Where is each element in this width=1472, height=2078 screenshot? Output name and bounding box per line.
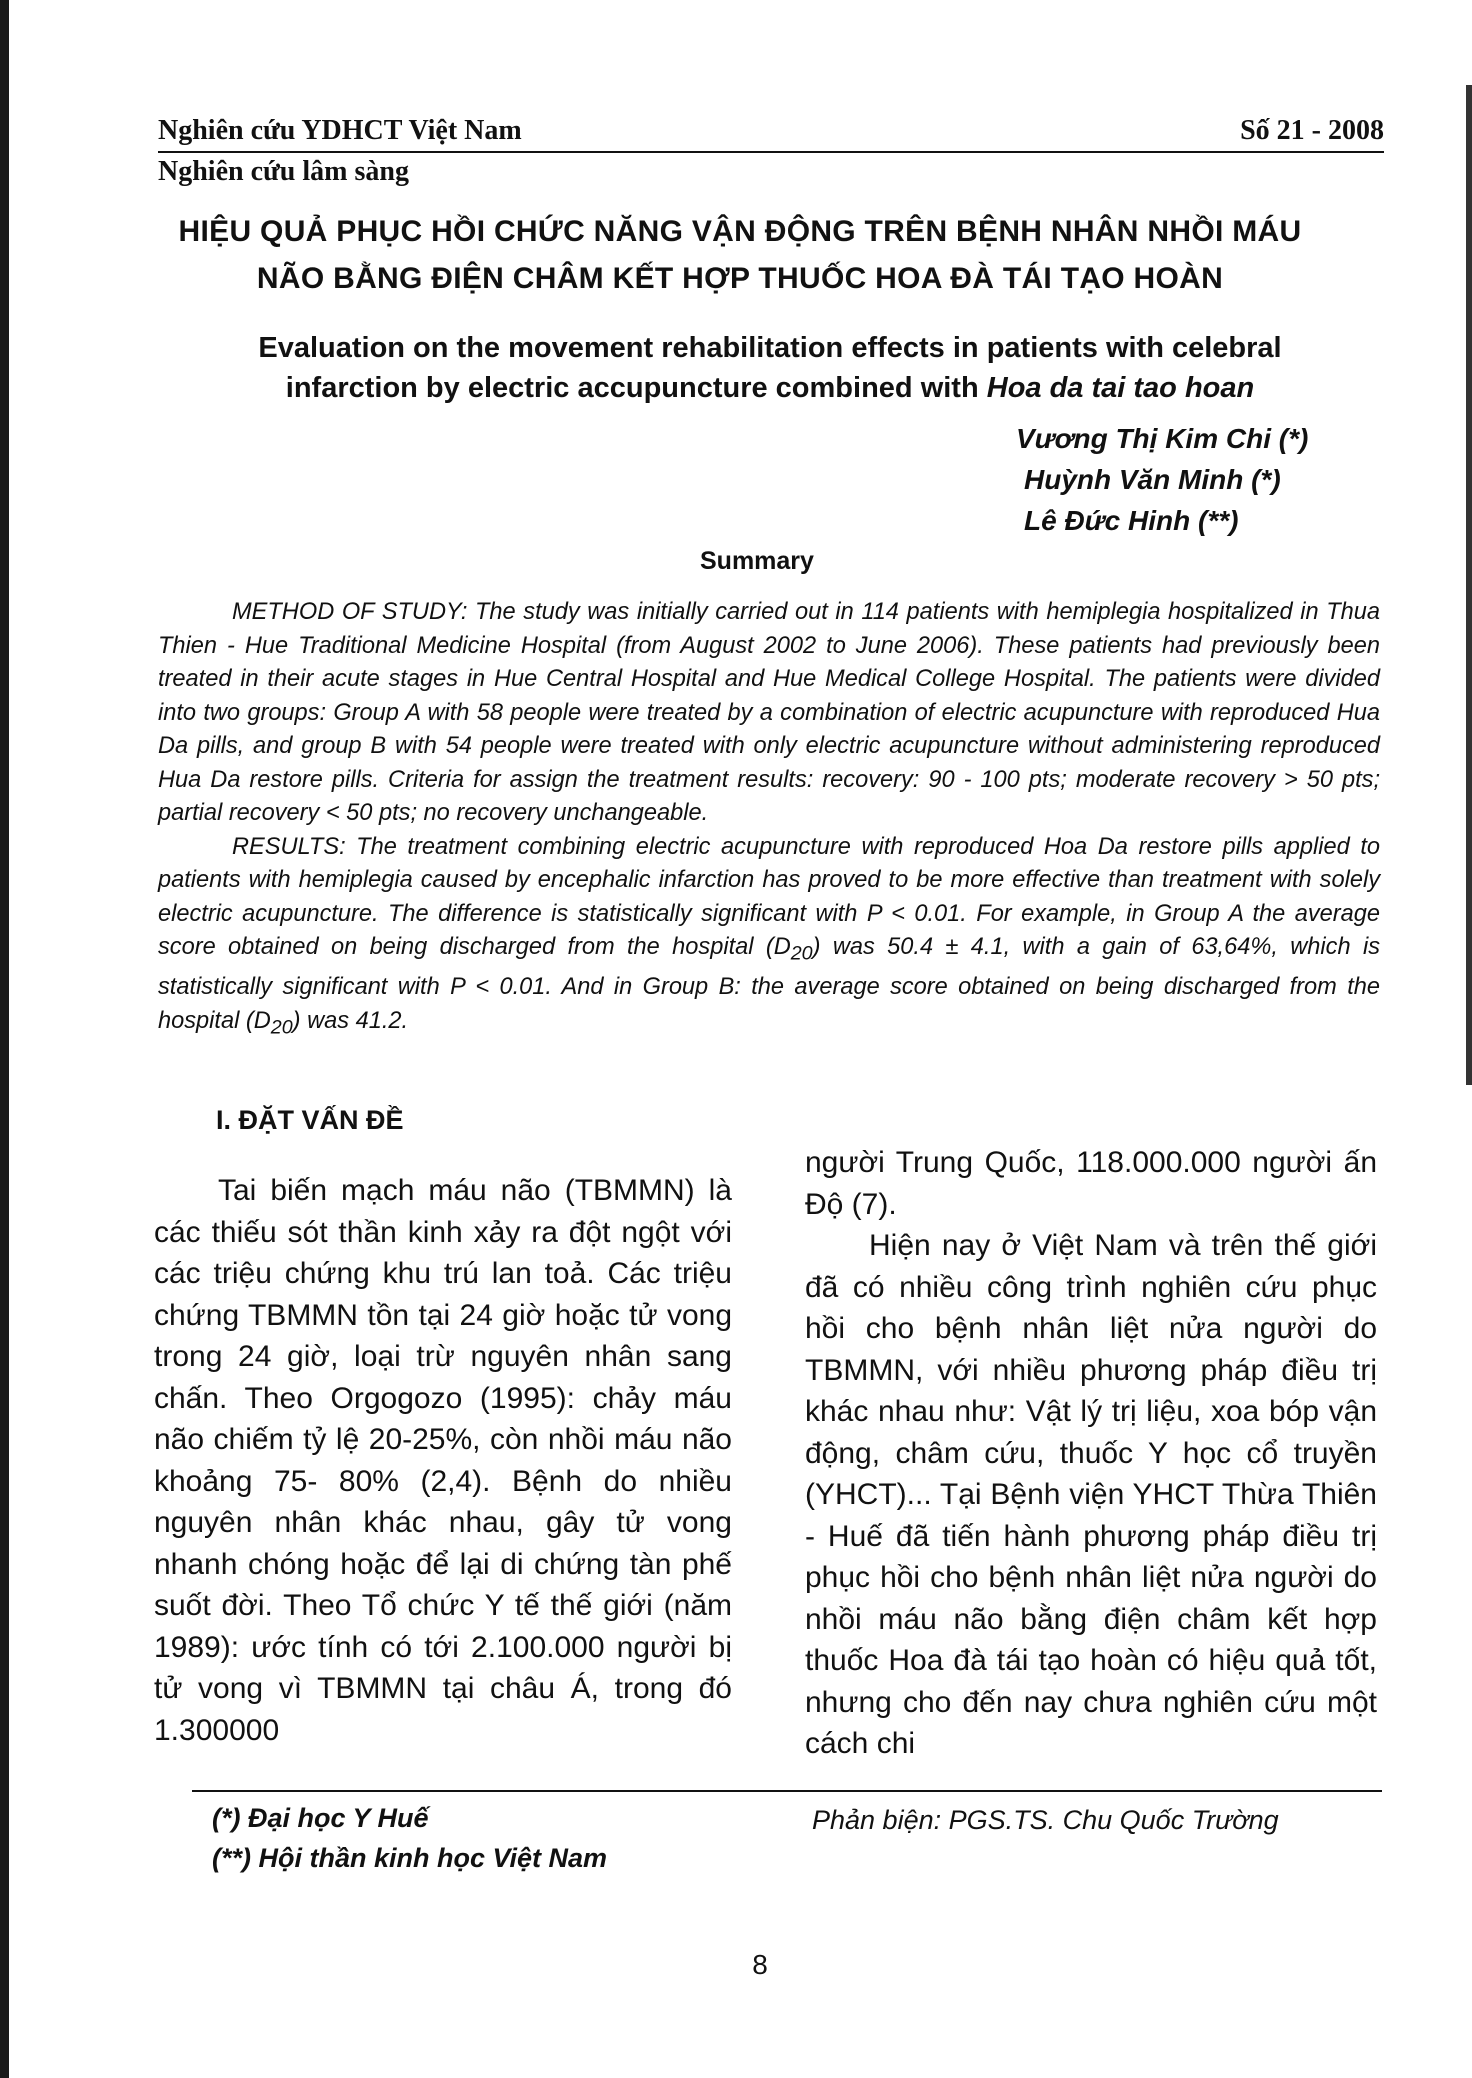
section-heading-introduction: I. ĐẶT VẤN ĐỀ [216, 1105, 404, 1135]
abstract-results-paragraph [158, 831, 1380, 1045]
title-vn-line-2: NÃO BẰNG ĐIỆN CHÂM KẾT HỢP THUỐC HOA ĐÀ TÁI TẠO HOÀN [256, 262, 1224, 295]
abstract-method-paragraph: METHOD OF STUDY: The study was initially carried out in 114 patients with hemiplegia hospitalized in Thua Thien - Hue Traditional Medicine Hospital (from August 2002 to June 2006). These patients had previously been treated in their acute stages in Hue Central Hospital and Hue Medical College Hospital. The patients were divided into two groups: Group A with 58 people were treated by a combination of electric acupuncture with reproduced Hua Da pills, and group B with 54 people were treated with only electric acupuncture without administering reproduced Hua Da restore pills. Criteria for assign the treatment results: recovery: 90 - 100 pts; moderate recovery > 50 pts; partial recovery < 50 pts; no recovery unchangeable. [158, 599, 1380, 826]
results-text-a: RESULTS: The treatment combining electric acupuncture with reproduced Hoa Da restore pills applied to patients with hemiplegia caused by encephalic infarction has proved to be more effective than treatment with solely electric acupuncture. The difference is statistically significant with P < 0.01. For example, in Group A the average score obtained on being discharged from the hospital (D [158, 833, 1380, 960]
author-1: Vương Thị Kim Chi (*) [1016, 423, 1309, 454]
affiliation-footnotes [212, 1798, 607, 1878]
issue-number: Số 21 - 2008 [1240, 115, 1384, 146]
results-subscript-1: 20 [790, 942, 813, 965]
summary-abstract [158, 596, 1380, 1045]
scan-edge-left [0, 0, 9, 2078]
footnote-affiliation-1: (*) Đại học Y Huế [212, 1803, 429, 1833]
footnote-affiliation-2: (**) Hội thần kinh học Việt Nam [212, 1843, 608, 1873]
title-en-line-2-text: infarction by electric accupuncture combined with [285, 372, 987, 404]
author-2: Huỳnh Văn Minh (*) [1024, 464, 1281, 495]
title-en-line-1: Evaluation on the movement rehabilitation effects in patients with celebral [258, 332, 1282, 364]
body-column-left [154, 1170, 732, 1751]
body-column-right [805, 1142, 1377, 1765]
title-en-remedy-name: Hoa da tai tao hoan [986, 372, 1255, 404]
reviewer-note: Phản biện: PGS.TS. Chu Quốc Trường [812, 1805, 1279, 1835]
results-subscript-2: 20 [270, 1016, 293, 1039]
section-label: Nghiên cứu lâm sàng [158, 156, 409, 187]
body-paragraph: Hiện nay ở Việt Nam và trên thế giới đã có nhiều công trình nghiên cứu phục hồi cho bệnh nhân liệt nửa người do TBMMN, với nhiều phương pháp điều trị khác nhau như: Vật lý trị liệu, xoa bóp vận động, châm cứu, thuốc Y học cổ truyền (YHCT)... Tại Bệnh viện YHCT Thừa Thiên - Huế đã tiến hành phương pháp điều trị phục hồi cho bệnh nhân liệt nửa người do nhồi máu não bằng điện châm kết hợp thuốc Hoa đà tái tạo hoàn có hiệu quả tốt, nhưng cho đến nay chưa nghiên cứu một cách chi [805, 1229, 1377, 1760]
page-number: 8 [752, 1949, 768, 1980]
running-header [158, 114, 1384, 148]
journal-name: Nghiên cứu YDHCT Việt Nam [158, 115, 522, 146]
body-paragraph-continued: người Trung Quốc, 118.000.000 người ấn Độ (7). [805, 1146, 1377, 1221]
body-paragraph: Tai biến mạch máu não (TBMMN) là các thiếu sót thần kinh xảy ra đột ngột với các triệu chứng khu trú lan toả. Các triệu chứng TBMMN tồn tại 24 giờ hoặc tử vong trong 24 giờ, loại trừ nguyên nhân sang chấn. Theo Orgogozo (1995): chảy máu não chiếm tỷ lệ 20-25%, còn nhồi máu não khoảng 75- 80% (2,4). Bệnh do nhiều nguyên nhân khác nhau, gây tử vong nhanh chóng hoặc để lại di chứng tàn phế suốt đời. Theo Tổ chức Y tế thế giới (năm 1989): ước tính có tới 2.100.000 người bị tử vong vì TBMMN tại châu Á, trong đó 1.300000 [154, 1174, 732, 1747]
title-english [120, 328, 1420, 408]
results-text-b: ) was 50.4 ± 4.1, with a gain of 63,64%, which is statistically significant with P < 0.01. And in Group B: the average score obtained on being discharged from the hospital (D [158, 934, 1380, 1034]
scan-edge-right [1466, 85, 1472, 1085]
summary-heading: Summary [700, 547, 814, 575]
header-rule [158, 151, 1384, 153]
title-vietnamese [120, 208, 1360, 302]
title-vn-line-1: HIỆU QUẢ PHỤC HỒI CHỨC NĂNG VẬN ĐỘNG TRÊN BỆNH NHÂN NHỒI MÁU [178, 215, 1302, 248]
author-list [1000, 418, 1400, 541]
title-en-line-2 [120, 368, 1420, 408]
results-text-c: ) was 41.2. [292, 1007, 409, 1034]
author-3: Lê Đức Hinh (**) [1024, 505, 1239, 536]
footnote-rule [192, 1790, 1382, 1792]
